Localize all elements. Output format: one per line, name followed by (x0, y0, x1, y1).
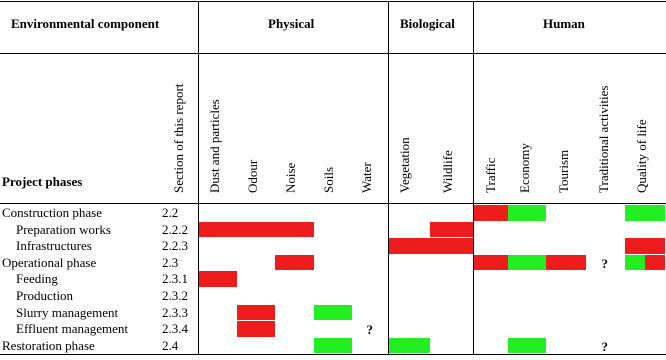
positive-impact-cell (625, 255, 645, 271)
column-header-traditional-activities: Traditional activities (596, 85, 611, 193)
column-header-water: Water (359, 162, 374, 193)
env-component-header: Environmental component (11, 16, 160, 31)
biological-separator (388, 1, 389, 354)
phase-label-production: Production (16, 288, 74, 303)
phase-label-construction-phase: Construction phase (2, 205, 103, 220)
column-header-quality-of-life: Quality of life (634, 119, 649, 193)
physical-group-header: Physical (268, 16, 315, 31)
uncertain-impact-mark: ? (601, 255, 608, 271)
human-group-header: Human (543, 16, 585, 31)
section-number: 2.4 (162, 337, 179, 353)
project-phases-header: Project phases (2, 174, 83, 189)
section-number: 2.3.1 (162, 271, 188, 287)
column-header-economy: Economy (517, 143, 532, 193)
negative-impact-cell (199, 222, 237, 238)
phase-label-feeding: Feeding (16, 271, 58, 287)
negative-impact-cell (430, 238, 473, 254)
column-header-soils: Soils (321, 166, 336, 193)
biological-group-header: Biological (400, 16, 455, 31)
column-header-wildlife: Wildlife (440, 150, 455, 193)
positive-impact-cell (314, 338, 352, 354)
negative-impact-cell (645, 255, 665, 271)
section-number: 2.3.4 (162, 321, 188, 337)
column-header-dust-and-particles: Dust and particles (207, 99, 222, 193)
top-rule (0, 1, 666, 2)
phase-label-slurry-management: Slurry management (16, 304, 119, 320)
negative-impact-cell (237, 321, 275, 337)
negative-impact-cell (430, 222, 473, 238)
uncertain-impact-mark: ? (601, 338, 608, 354)
positive-impact-cell (508, 255, 546, 271)
phase-label-preparation-works: Preparation works (16, 221, 111, 237)
negative-impact-cell (199, 271, 237, 287)
header-rule (0, 53, 666, 54)
positive-impact-cell (389, 338, 430, 354)
phase-label-operational-phase: Operational phase (2, 254, 97, 270)
column-header-odour: Odour (245, 159, 260, 193)
negative-impact-cell (389, 238, 430, 254)
phase-label-infrastructures: Infrastructures (16, 238, 92, 254)
column-header-rule (0, 203, 666, 204)
negative-impact-cell (275, 222, 314, 238)
positive-impact-cell (625, 205, 665, 221)
column-header-noise: Noise (283, 162, 298, 193)
phase-label-restoration-phase: Restoration phase (2, 337, 95, 353)
positive-impact-cell (508, 338, 546, 354)
positive-impact-cell (508, 205, 546, 221)
negative-impact-cell (275, 255, 314, 271)
uncertain-impact-mark: ? (366, 322, 373, 338)
negative-impact-cell (474, 255, 508, 271)
bottom-rule (0, 354, 666, 355)
negative-impact-cell (474, 205, 508, 221)
section-number: 2.3 (162, 254, 179, 270)
negative-impact-cell (237, 222, 275, 238)
section-number: 2.3.2 (162, 288, 188, 303)
negative-impact-cell (625, 238, 665, 254)
human-separator (473, 1, 474, 354)
column-header-traffic: Traffic (483, 157, 498, 193)
section-number: 2.2 (162, 205, 179, 220)
positive-impact-cell (314, 305, 352, 321)
negative-impact-cell (546, 255, 586, 271)
section-number: 2.3.3 (162, 304, 188, 320)
phase-label-effluent-management: Effluent management (16, 321, 129, 337)
column-header-section-of-this-report: Section of this report (171, 83, 186, 193)
column-header-tourism: Tourism (556, 149, 571, 193)
section-number: 2.2.2 (162, 221, 188, 237)
negative-impact-cell (237, 305, 275, 321)
column-header-vegetation: Vegetation (397, 137, 412, 193)
physical-separator (198, 1, 199, 354)
section-number: 2.2.3 (162, 238, 188, 254)
